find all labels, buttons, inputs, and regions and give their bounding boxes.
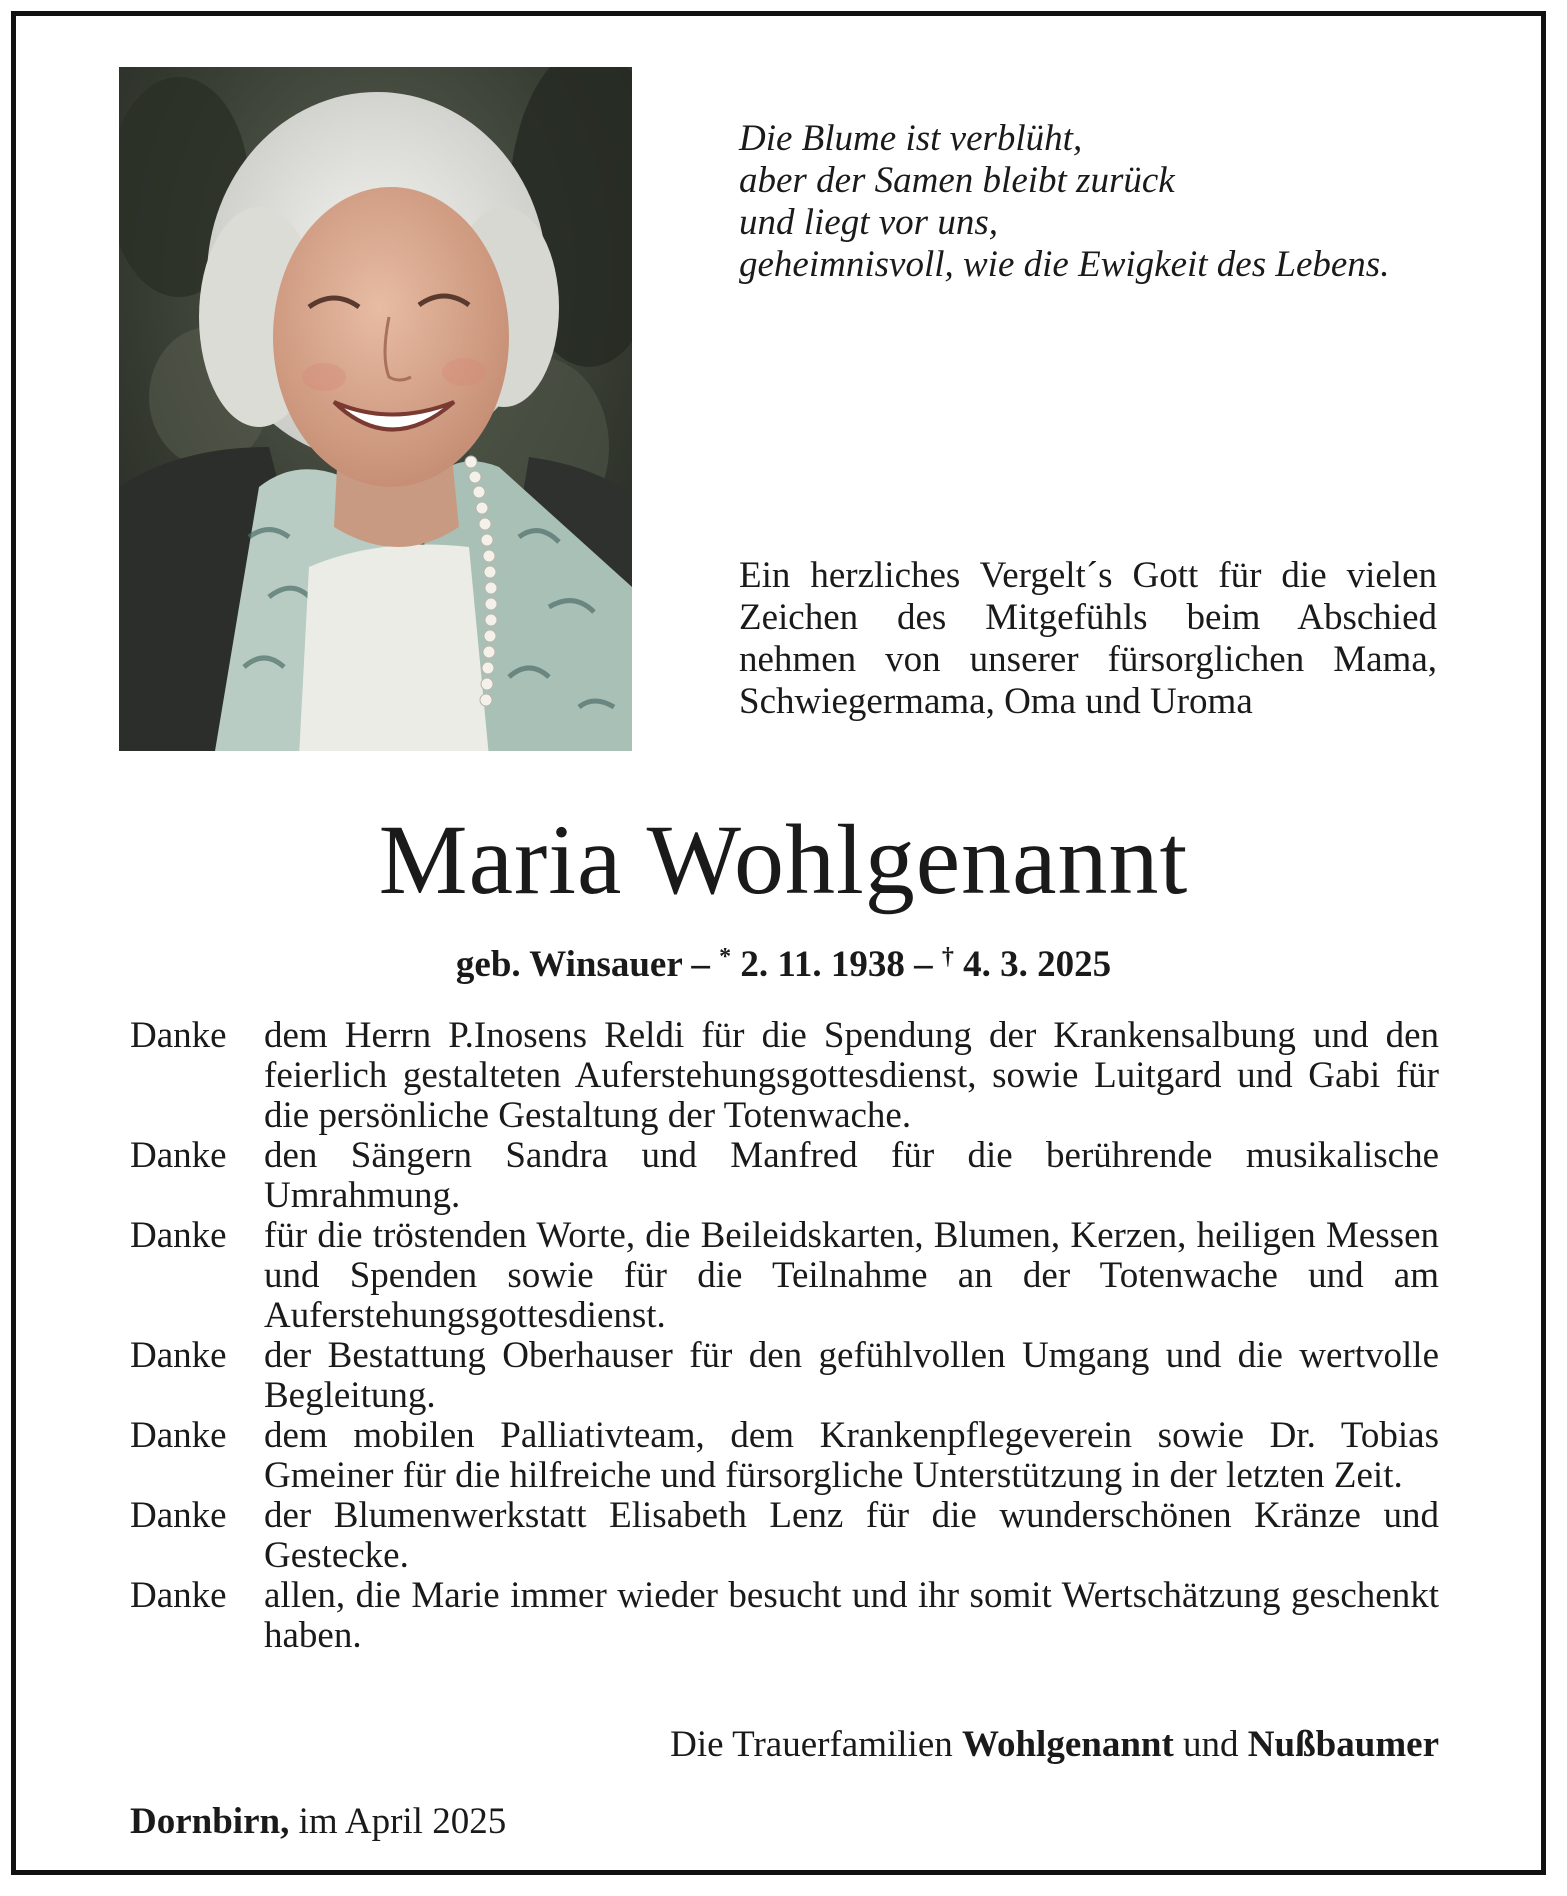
thanks-text: den Sängern Sandra und Manfred für die berührende musikalische Umrahmung. <box>264 1135 1439 1216</box>
thanks-item <box>130 1216 1439 1336</box>
poem-line: und liegt vor uns, <box>739 202 998 243</box>
portrait-photo <box>119 67 632 751</box>
thanks-list <box>130 1016 1439 1656</box>
date-separator: – <box>691 944 710 985</box>
deceased-name: Maria Wohlgenannt <box>378 804 1189 915</box>
thanks-text: dem Herrn P.Inosens Reldi für die Spendung der Krankensalbung und den feierlich gestalteten Auferstehungsgottesdienst, sowie Luitgard und Gabi für die persönliche Gestaltung der Totenwache. <box>264 1015 1439 1136</box>
life-dates <box>0 935 1567 987</box>
place-city: Dornbirn, <box>130 1801 290 1842</box>
family-name: Nußbaumer <box>1247 1724 1439 1765</box>
thanks-text: dem mobilen Palliativteam, dem Krankenpflegeverein sowie Dr. Tobias Gmeiner für die hilfreiche und fürsorgliche Unterstützung in der letzten Zeit. <box>264 1415 1439 1496</box>
thanks-item <box>130 1336 1439 1416</box>
thanks-text: der Blumenwerkstatt Elisabeth Lenz für die wunderschönen Kränze und Gestecke. <box>264 1495 1439 1576</box>
poem-line: Die Blume ist verblüht, <box>739 118 1083 159</box>
death-symbol: † <box>941 944 954 970</box>
death-date: 4. 3. 2025 <box>963 944 1112 985</box>
thanks-label: Danke <box>130 1015 227 1056</box>
thanks-label: Danke <box>130 1415 227 1456</box>
place-date <box>130 1800 506 1844</box>
thanks-label: Danke <box>130 1495 227 1536</box>
birth-symbol: * <box>719 944 732 970</box>
thanks-item <box>130 1496 1439 1576</box>
poem <box>739 118 1439 286</box>
thanks-label: Danke <box>130 1135 227 1176</box>
thanks-label: Danke <box>130 1575 227 1616</box>
thanks-label: Danke <box>130 1335 227 1376</box>
thanks-text: für die tröstenden Worte, die Beileidskarten, Blumen, Kerzen, heiligen Messen und Spenden sowie für die Teilnahme an der Totenwache und am Auferstehungsgottesdienst. <box>264 1215 1439 1336</box>
thanks-item <box>130 1136 1439 1216</box>
signature-prefix: Die Trauerfamilien <box>670 1724 953 1765</box>
thanks-item <box>130 1576 1439 1656</box>
place-date-text: im April 2025 <box>298 1801 507 1842</box>
family-name: Wohlgenannt <box>962 1724 1174 1765</box>
intro-text: Ein herzliches Vergelt´s Gott für die vielen Zeichen des Mitgefühls beim Abschied nehmen von unserer fürsorglichen Mama, Schwiegermama, Oma und Uroma <box>739 555 1437 722</box>
thanks-label: Danke <box>130 1215 227 1256</box>
date-separator: – <box>914 944 933 985</box>
poem-line: geheimnisvoll, wie die Ewigkeit des Lebens. <box>739 244 1390 285</box>
birth-date: 2. 11. 1938 <box>740 944 905 985</box>
signature-conjunction: und <box>1183 1724 1239 1765</box>
thanks-item <box>130 1416 1439 1496</box>
birth-name: geb. Winsauer <box>455 944 683 985</box>
thanks-text: der Bestattung Oberhauser für den gefühlvollen Umgang und die wertvolle Begleitung. <box>264 1335 1439 1416</box>
thanks-text: allen, die Marie immer wieder besucht und ihr somit Wertschätzung geschenkt haben. <box>264 1575 1439 1656</box>
poem-line: aber der Samen bleibt zurück <box>739 160 1175 201</box>
thanks-item <box>130 1016 1439 1136</box>
signature <box>670 1723 1439 1767</box>
